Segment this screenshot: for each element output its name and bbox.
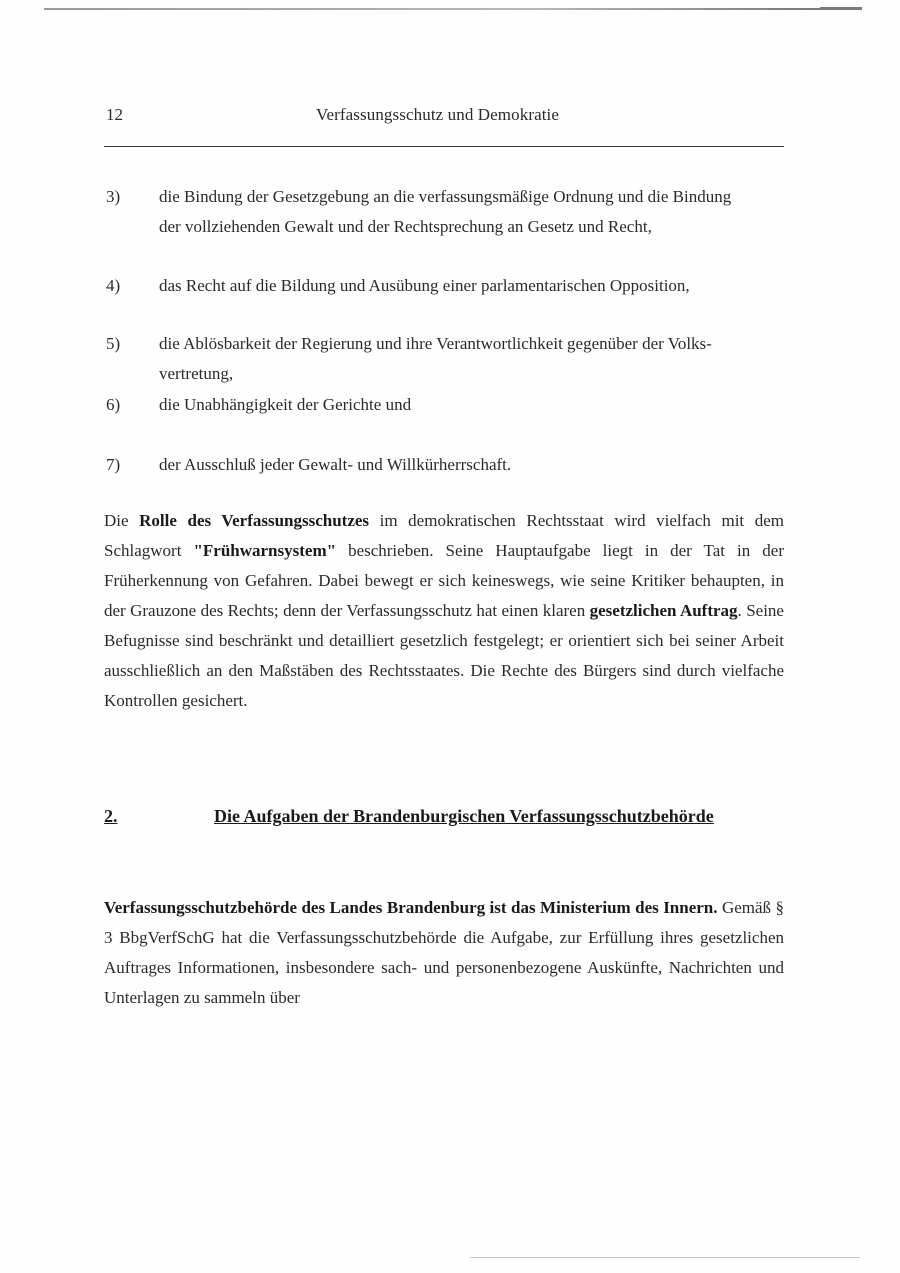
list-text: die Bindung der Gesetzgebung an die verfassungsmäßige Ordnung und die Bindung der vollziehenden Gewalt und der Rechtsprechung an Gesetz und Recht, [159, 187, 732, 236]
paragraph-role-of-protection: Die Rolle des Verfassungsschutzes im demokratischen Rechtsstaat wird vielfach mit dem Schlagwort "Frühwarnsystem" beschrieben. Seine Hauptaufgabe liegt in der Tat in der Früherkennung von Gefahren. Dabei bewegt er sich keineswegs, wie seine Kritiker behaupten, in der Grauzone des Rechts; denn der Verfassungsschutz hat einen klaren gesetzlichen Auftrag. Seine Befugnisse sind beschränkt und detailliert gesetzlich festgelegt; er orientiert sich bei seiner Arbeit ausschließlich an den Maßstäben des Rechtsstaates. Die Rechte des Bürgers sind durch vielfache Kontrollen gesichert. [104, 511, 785, 710]
section-title: Die Aufgaben der Brandenburgischen Verfassungsschutzbehörde [214, 806, 714, 826]
list-number: 4) [106, 276, 121, 295]
emphasis: gesetzlichen Auftrag [589, 601, 738, 620]
list-text: die Unabhängigkeit der Gerichte und [159, 395, 412, 414]
scan-edge-top [44, 8, 862, 10]
list-text: das Recht auf die Bildung und Ausübung einer parlamentarischen Opposition, [159, 276, 690, 295]
page-header [104, 105, 784, 131]
scan-edge-top-mark [820, 7, 862, 10]
page-number: 12 [106, 105, 123, 124]
list-number: 5) [106, 334, 121, 353]
list-number: 3) [106, 187, 121, 206]
list-number: 6) [106, 395, 121, 414]
list-text: die Ablösbarkeit der Regierung und ihre Verantwortlichkeit gegenüber der Volks- vertretung, [159, 334, 712, 383]
emphasis: "Frühwarnsystem" [193, 541, 337, 560]
scan-edge-bottom [470, 1257, 860, 1258]
running-title: Verfassungsschutz und Demokratie [316, 105, 560, 124]
emphasis: Verfassungsschutzbehörde des Landes Brandenburg ist das Ministerium des Innern. [104, 898, 718, 917]
list-text: der Ausschluß jeder Gewalt- und Willkürherrschaft. [159, 455, 512, 474]
section-number: 2. [104, 806, 118, 826]
paragraph-authority: Verfassungsschutzbehörde des Landes Brandenburg ist das Ministerium des Innern. Gemäß § 3 BbgVerfSchG hat die Verfassungsschutzbehörde die Aufgabe, zur Erfüllung ihres gesetzlichen Auftrages Informationen, insbesondere sach- und personenbezogene Auskünfte, Nachrichten und Unterlagen zu sammeln über [104, 898, 785, 1007]
list-number: 7) [106, 455, 121, 474]
emphasis: Rolle des Verfassungsschutzes [139, 511, 370, 530]
header-rule [104, 146, 784, 147]
